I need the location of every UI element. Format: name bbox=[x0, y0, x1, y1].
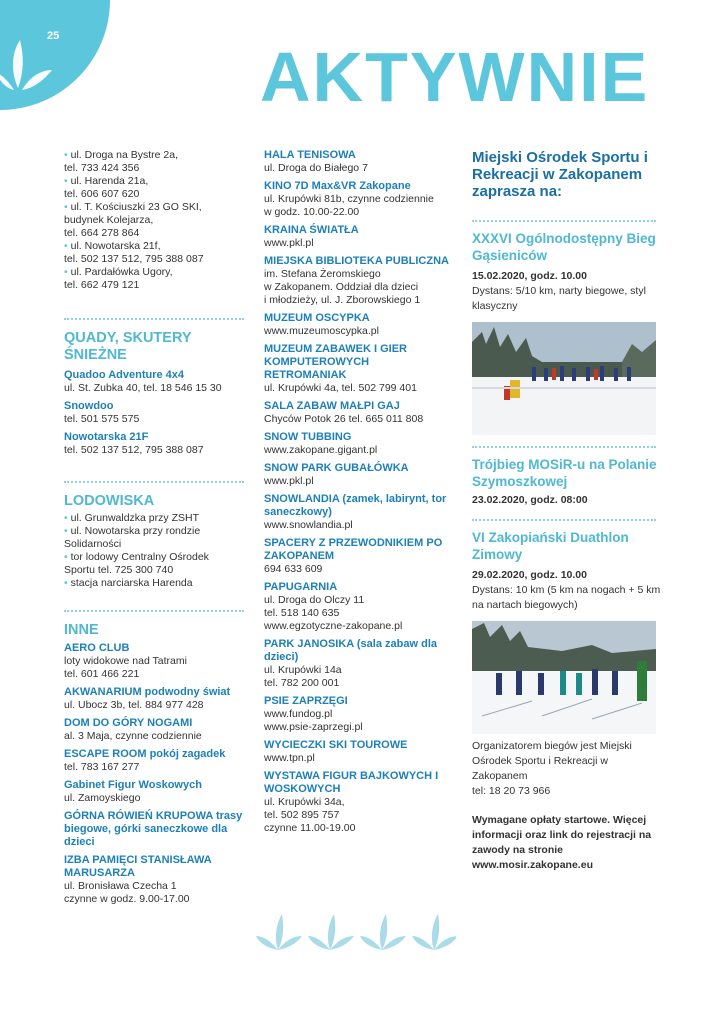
item-detail: ul. Zamoyskiego bbox=[64, 792, 141, 804]
item-name: Snowdoo bbox=[64, 400, 114, 412]
item-detail: im. Stefana Żeromskiego bbox=[264, 268, 381, 280]
item-detail: www.zakopane.gigant.pl bbox=[264, 444, 378, 456]
item-detail: 694 633 609 bbox=[264, 563, 323, 575]
dotted-divider bbox=[64, 481, 244, 483]
item-name: WYCIECZKI SKI TOUROWE bbox=[264, 739, 408, 751]
item-name: SPACERY Z PRZEWODNIKIEM PO ZAKOPANEM bbox=[264, 537, 443, 562]
dotted-divider bbox=[64, 610, 244, 612]
rental-list bbox=[64, 149, 244, 292]
lodowiska-list bbox=[64, 512, 244, 590]
section-title-inne: INNE bbox=[64, 622, 99, 638]
dotted-divider bbox=[472, 220, 656, 222]
list-item: • stacja narciarska Harenda bbox=[64, 577, 193, 589]
event-description: Dystans: 5/10 km, narty biegowe, styl klasyczny bbox=[472, 285, 646, 312]
list-item: • tor lodowy Centralny Ośrodek bbox=[64, 551, 209, 563]
item-detail: www.snowlandia.pl bbox=[264, 519, 353, 531]
item-detail: tel. 601 466 221 bbox=[64, 668, 140, 680]
item-name: ESCAPE ROOM pokój zagadek bbox=[64, 748, 226, 760]
corner-leaf-decoration bbox=[0, 0, 110, 110]
list-item: • ul. Nowotarska 21f, bbox=[64, 240, 161, 252]
item-detail: w Zakopanem. Oddział dla dzieci bbox=[264, 281, 419, 293]
item-name: Quadoo Adventure 4x4 bbox=[64, 369, 185, 381]
list-item: • ul. Grunwaldzka przy ZSHT bbox=[64, 512, 199, 524]
item-detail: ul. Ubocz 3b, tel. 884 977 428 bbox=[64, 699, 204, 711]
list-item-cont: Sportu tel. 725 300 740 bbox=[64, 564, 174, 576]
item-detail: ul. Krupówki 4a, tel. 502 799 401 bbox=[264, 382, 417, 394]
item-name: MUZEUM ZABAWEK I GIER KOMPUTEROWYCH RETROMANIAK bbox=[264, 343, 407, 381]
phone: tel. 662 479 121 bbox=[64, 279, 140, 291]
item-name: Nowotarska 21F bbox=[64, 431, 149, 443]
item-name: MIEJSKA BIBLIOTEKA PUBLICZNA bbox=[264, 255, 449, 267]
item-name: KRAINA ŚWIATŁA bbox=[264, 224, 359, 236]
list-item: • ul. Harenda 21a, bbox=[64, 175, 149, 187]
item-detail: Chyców Potok 26 tel. 665 011 808 bbox=[264, 413, 424, 425]
item-detail: www.pkl.pl bbox=[264, 475, 314, 487]
event-date: 15.02.2020, godz. 10.00 bbox=[472, 270, 587, 282]
item-detail: tel. 783 167 277 bbox=[64, 761, 140, 773]
item-name: HALA TENISOWA bbox=[264, 149, 356, 161]
event-date: 23.02.2020, godz. 08:00 bbox=[472, 494, 588, 506]
list-item: • ul. Pardałówka Ugory, bbox=[64, 266, 173, 278]
column-middle bbox=[264, 149, 454, 835]
inne-list bbox=[64, 642, 244, 906]
organizer-phone: tel: 18 20 73 966 bbox=[472, 785, 551, 797]
event-title: Trójbieg MOSiR-u na Polanie Szymoszkowej bbox=[472, 457, 657, 489]
item-detail: ul. Krupówki 81b, czynne codziennie bbox=[264, 193, 434, 205]
event-title: XXXVI Ogólnodostępny Bieg Gąsieniców bbox=[472, 231, 656, 263]
phone: tel. 502 137 512, 795 388 087 bbox=[64, 253, 204, 265]
item-name: WYSTAWA FIGUR BAJKOWYCH I WOSKOWYCH bbox=[264, 770, 439, 795]
quady-list bbox=[64, 369, 244, 457]
registration-note: Wymagane opłaty startowe. Więcej informacji oraz link do rejestracji na zawody na stronie www.mosir.zakopane.eu bbox=[472, 814, 652, 871]
mosir-heading: Miejski Ośrodek Sportu i Rekreacji w Zakopanem zaprasza na: bbox=[472, 149, 648, 200]
item-name: AKWANARIUM podwodny świat bbox=[64, 686, 231, 698]
item-name: GÓRNA RÓWIEŃ KRUPOWA trasy biegowe, górki saneczkowe dla dzieci bbox=[64, 810, 243, 848]
list-item-cont: Solidarności bbox=[64, 538, 122, 550]
column-left bbox=[64, 149, 244, 906]
duathlon-photo bbox=[472, 621, 656, 734]
item-detail: w godz. 10.00-22.00 bbox=[264, 206, 360, 218]
phone: tel. 733 424 356 bbox=[64, 162, 140, 174]
item-detail: tel. 518 140 635 bbox=[264, 607, 340, 619]
event-date: 29.02.2020, godz. 10.00 bbox=[472, 569, 587, 581]
item-detail: ul. Krupówki 14a bbox=[264, 664, 342, 676]
item-name: IZBA PAMIĘCI STANISŁAWA MARUSARZA bbox=[64, 854, 212, 879]
dotted-divider bbox=[472, 519, 656, 521]
item-name: MUZEUM OSCYPKA bbox=[264, 312, 370, 324]
section-title-quady: QUADY, SKUTERY ŚNIEŻNE bbox=[64, 330, 192, 363]
item-detail: www.psie-zaprzegi.pl bbox=[264, 721, 363, 733]
item-detail: tel. 502 895 757 bbox=[264, 809, 340, 821]
list-item: • ul. Droga na Bystre 2a, bbox=[64, 149, 178, 161]
address-extra: budynek Kolejarza, bbox=[64, 214, 154, 226]
section-title-lodowiska: LODOWISKA bbox=[64, 493, 155, 509]
item-detail: www.tpn.pl bbox=[264, 752, 315, 764]
item-detail: www.fundog.pl bbox=[264, 708, 333, 720]
page-number: 25 bbox=[47, 30, 60, 42]
item-detail: i młodzieży, ul. J. Zborowskiego 1 bbox=[264, 294, 421, 306]
item-detail: tel. 782 200 001 bbox=[264, 677, 340, 689]
item-name: PSIE ZAPRZĘGI bbox=[264, 695, 348, 707]
item-detail: www.muzeumoscypka.pl bbox=[264, 325, 379, 337]
phone: tel. 606 607 620 bbox=[64, 188, 140, 200]
item-detail: loty widokowe nad Tatrami bbox=[64, 655, 187, 667]
item-detail: czynne w godz. 9.00-17.00 bbox=[64, 893, 190, 905]
item-name: KINO 7D Max&VR Zakopane bbox=[264, 180, 411, 192]
event-description: Dystans: 10 km (5 km na nogach + 5 km na nartach biegowych) bbox=[472, 584, 661, 611]
item-detail: www.pkl.pl bbox=[264, 237, 314, 249]
list-item: • ul. Nowotarska przy rondzie bbox=[64, 525, 201, 537]
item-detail: czynne 11.00-19.00 bbox=[264, 822, 356, 834]
phone: tel. 664 278 864 bbox=[64, 227, 140, 239]
item-detail: ul. Bronisława Czecha 1 bbox=[64, 880, 177, 892]
page-title: AKTYWNIE bbox=[260, 38, 650, 116]
item-name: SALA ZABAW MAŁPI GAJ bbox=[264, 400, 400, 412]
dotted-divider bbox=[64, 318, 244, 320]
item-name: SNOW TUBBING bbox=[264, 431, 352, 443]
item-detail: ul. Krupówki 34a, bbox=[264, 796, 345, 808]
item-detail: tel. 501 575 575 bbox=[64, 413, 140, 425]
item-detail: tel. 502 137 512, 795 388 087 bbox=[64, 444, 204, 456]
item-name: PAPUGARNIA bbox=[264, 581, 338, 593]
item-name: AERO CLUB bbox=[64, 642, 130, 654]
organizer-text: Organizatorem biegów jest Miejski Ośrodek Sportu i Rekreacji w Zakopanem bbox=[472, 740, 632, 782]
dotted-divider bbox=[472, 446, 656, 448]
item-detail: ul. Droga do Olczy 11 bbox=[264, 594, 365, 606]
item-detail: ul. Droga do Białego 7 bbox=[264, 162, 368, 174]
item-name: Gabinet Figur Woskowych bbox=[64, 779, 202, 791]
ski-race-photo bbox=[472, 322, 656, 435]
event-title: VI Zakopiański Duathlon Zimowy bbox=[472, 530, 629, 562]
item-detail: ul. St. Zubka 40, tel. 18 546 15 30 bbox=[64, 382, 222, 394]
item-name: SNOWLANDIA (zamek, labirynt, tor saneczkowy) bbox=[264, 493, 447, 518]
item-detail: www.egzotyczne-zakopane.pl bbox=[264, 620, 403, 632]
item-name: SNOW PARK GUBAŁÓWKA bbox=[264, 462, 409, 474]
item-detail: al. 3 Maja, czynne codziennie bbox=[64, 730, 202, 742]
leaf-ornament bbox=[256, 908, 456, 952]
item-name: DOM DO GÓRY NOGAMI bbox=[64, 717, 193, 729]
list-item: • ul. T. Kościuszki 23 GO SKI, bbox=[64, 201, 202, 213]
column-right bbox=[472, 149, 662, 873]
item-name: PARK JANOSIKA (sala zabaw dla dzieci) bbox=[264, 638, 437, 663]
